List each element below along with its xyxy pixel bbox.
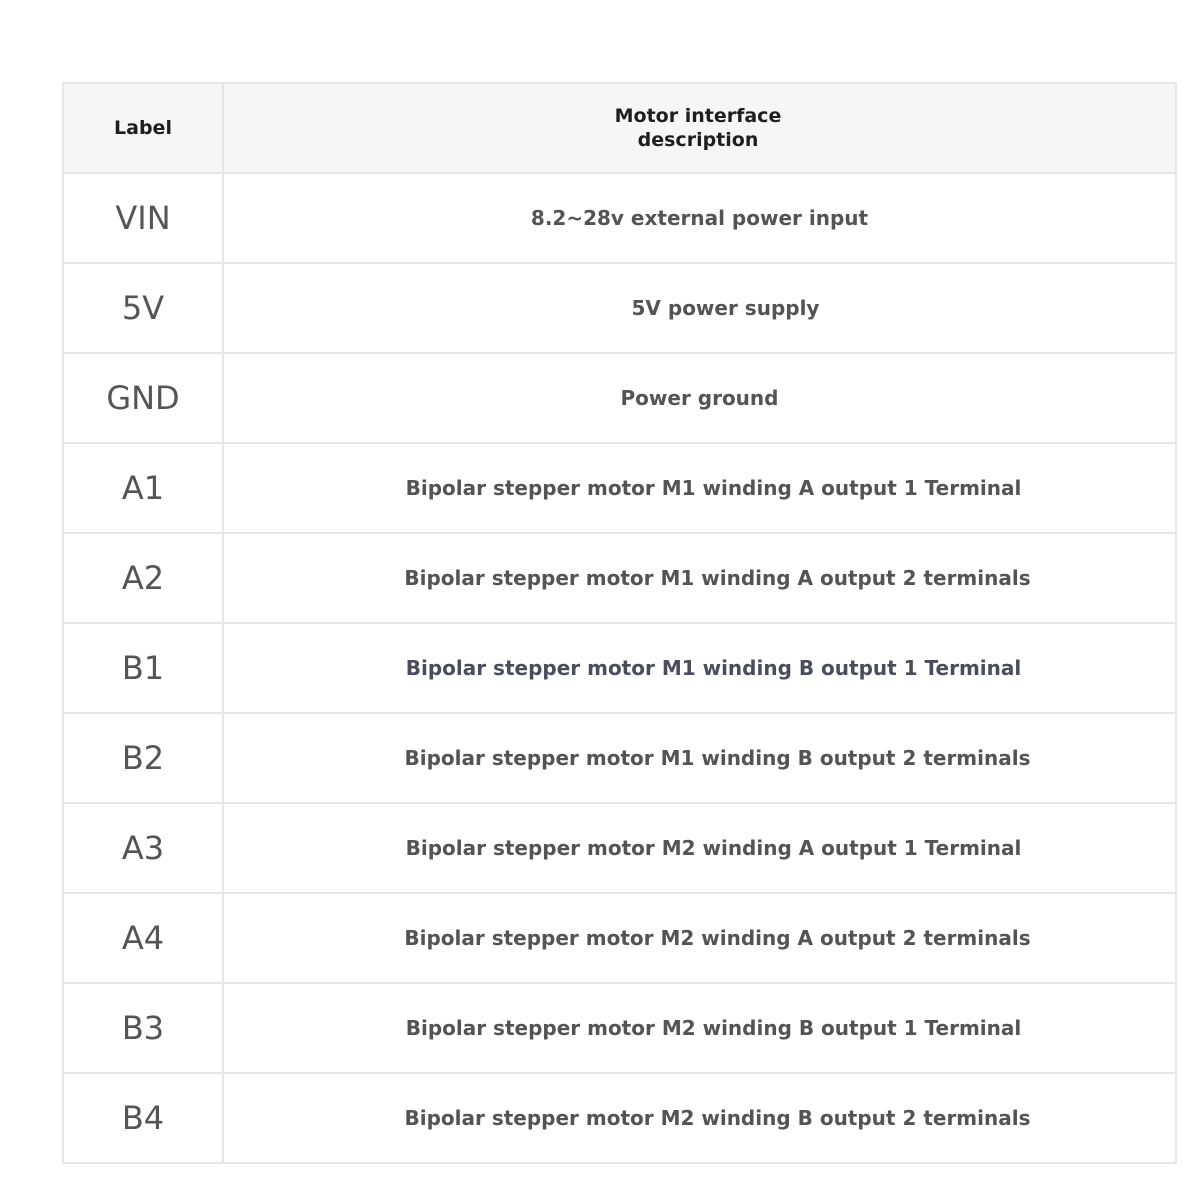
pin-description: Power ground bbox=[223, 353, 1176, 443]
motor-interface-table bbox=[62, 82, 1177, 1164]
table-row bbox=[63, 263, 1176, 353]
header-label: Label bbox=[63, 83, 223, 173]
pin-label: VIN bbox=[63, 173, 223, 263]
pin-label: B1 bbox=[63, 623, 223, 713]
pin-label: A3 bbox=[63, 803, 223, 893]
table-row bbox=[63, 623, 1176, 713]
table-row bbox=[63, 713, 1176, 803]
table-row bbox=[63, 353, 1176, 443]
pin-label: 5V bbox=[63, 263, 223, 353]
pin-description: Bipolar stepper motor M1 winding A output 2 terminals bbox=[223, 533, 1176, 623]
table-header bbox=[63, 83, 1176, 173]
table-body bbox=[63, 173, 1176, 1163]
table-row bbox=[63, 533, 1176, 623]
pin-label: B3 bbox=[63, 983, 223, 1073]
pin-label: B4 bbox=[63, 1073, 223, 1163]
table-row bbox=[63, 983, 1176, 1073]
pin-description: Bipolar stepper motor M2 winding A output 2 terminals bbox=[223, 893, 1176, 983]
pin-description: 8.2~28v external power input bbox=[223, 173, 1176, 263]
table-row bbox=[63, 173, 1176, 263]
header-description-text: Motor interface description bbox=[614, 105, 782, 151]
pin-description: 5V power supply bbox=[223, 263, 1176, 353]
pin-description: Bipolar stepper motor M2 winding B output 1 Terminal bbox=[223, 983, 1176, 1073]
pin-label: A2 bbox=[63, 533, 223, 623]
pin-description: Bipolar stepper motor M1 winding B output 2 terminals bbox=[223, 713, 1176, 803]
motor-interface-table-container bbox=[62, 82, 1175, 1164]
pin-label: A1 bbox=[63, 443, 223, 533]
pin-label: GND bbox=[63, 353, 223, 443]
header-description bbox=[223, 83, 1176, 173]
table-row bbox=[63, 443, 1176, 533]
pin-description: Bipolar stepper motor M1 winding B output 1 Terminal bbox=[223, 623, 1176, 713]
table-row bbox=[63, 893, 1176, 983]
table-row bbox=[63, 1073, 1176, 1163]
pin-description: Bipolar stepper motor M2 winding A output 1 Terminal bbox=[223, 803, 1176, 893]
pin-description: Bipolar stepper motor M2 winding B output 2 terminals bbox=[223, 1073, 1176, 1163]
header-row bbox=[63, 83, 1176, 173]
pin-label: B2 bbox=[63, 713, 223, 803]
pin-description: Bipolar stepper motor M1 winding A output 1 Terminal bbox=[223, 443, 1176, 533]
table-row bbox=[63, 803, 1176, 893]
pin-label: A4 bbox=[63, 893, 223, 983]
